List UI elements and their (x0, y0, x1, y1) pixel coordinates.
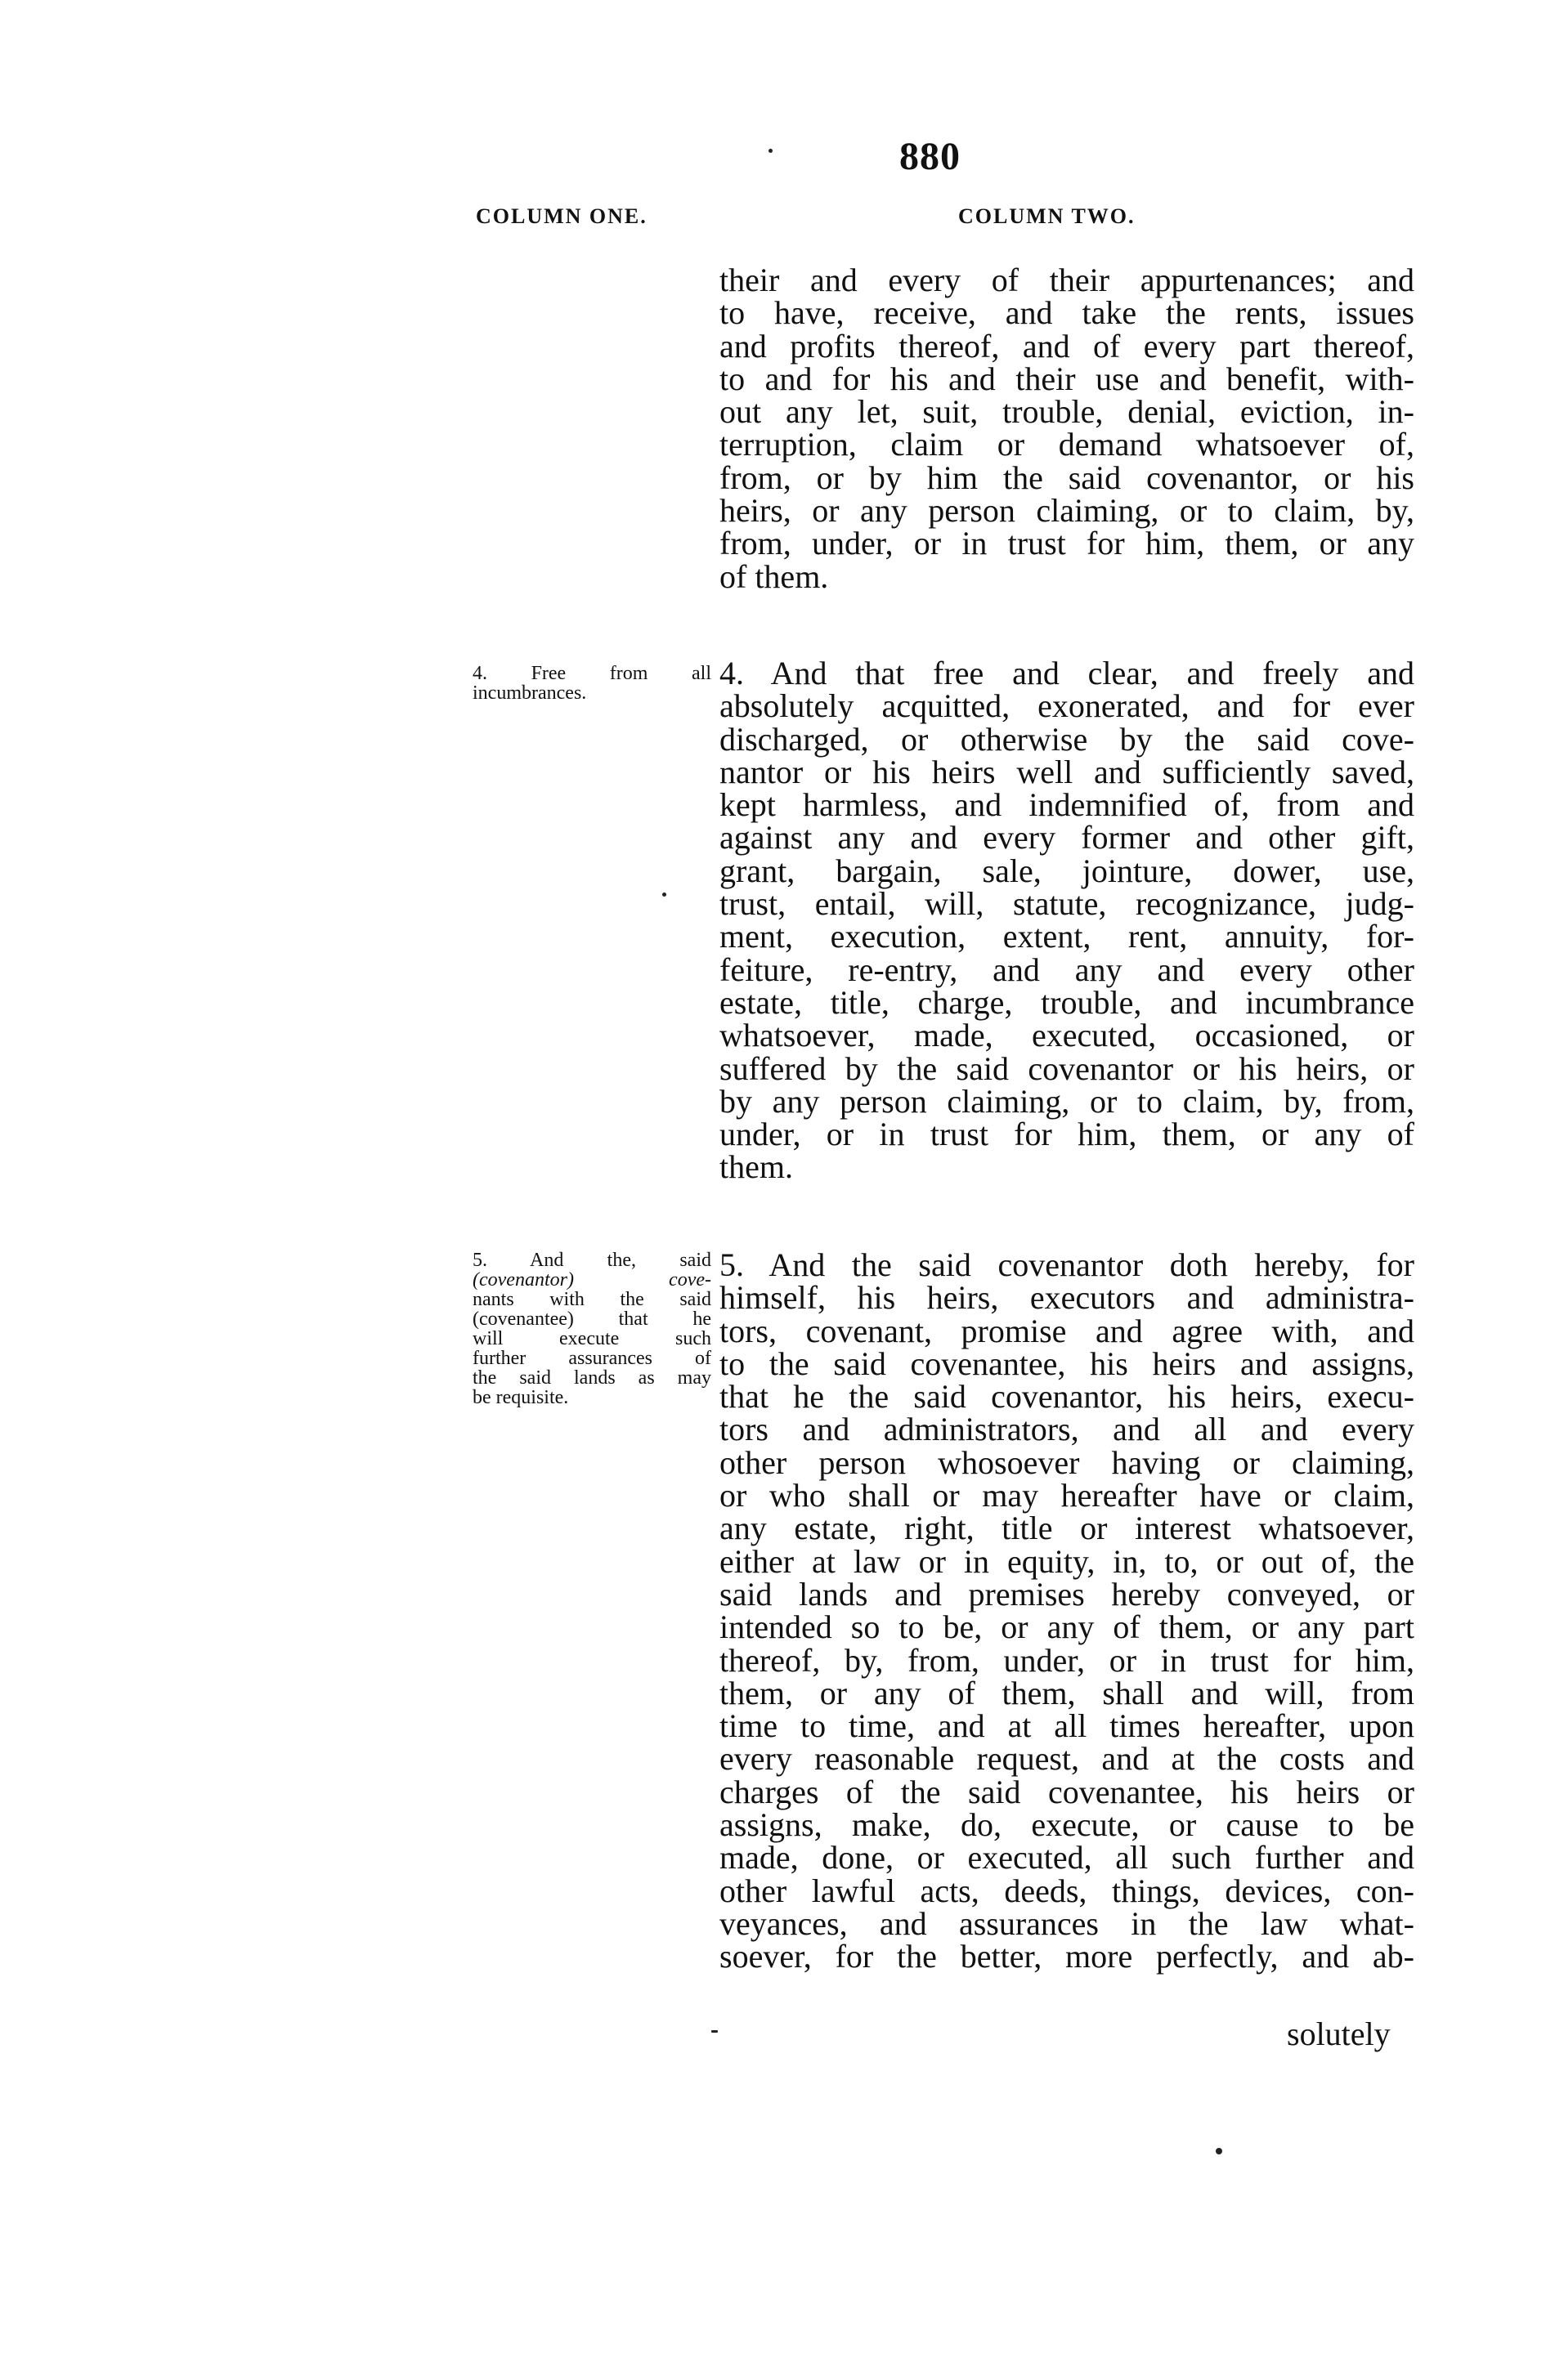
note-line: 5. And the, said (473, 1250, 711, 1271)
paragraph-continuation (719, 264, 1414, 593)
paragraph-4 (719, 657, 1414, 1184)
text-line: from, under, or in trust for him, them, or any (719, 525, 1414, 562)
text-line: 4. And that free and clear, and freely and (719, 655, 1414, 691)
text-line: either at law or in equity, in, to, or out of, the (719, 1542, 1414, 1580)
note-line: (covenantee) that he (473, 1309, 711, 1330)
text-line: any estate, right, title or interest whatsoever, (719, 1510, 1414, 1547)
catchword: solutely (1287, 2015, 1391, 2052)
text-line: grant, bargain, sale, jointure, dower, use, (719, 852, 1414, 889)
text-line: heirs, or any person claiming, or to claim, by, (719, 492, 1414, 530)
text-line: himself, his heirs, executors and administra- (719, 1279, 1414, 1317)
text-line: intended so to be, or any of them, or any part (719, 1608, 1414, 1646)
text-line: whatsoever, made, executed, occasioned, or (719, 1017, 1414, 1054)
text-line: feiture, re-entry, and any and every other (719, 951, 1414, 988)
text-line: discharged, or otherwise by the said cove- (719, 720, 1414, 758)
note-line: will execute such (473, 1328, 711, 1349)
note-line: further assurances of (473, 1348, 711, 1369)
text-line: time to time, and at all times hereafter, upon (719, 1707, 1414, 1745)
text-line: veyances, and assurances in the law what- (719, 1904, 1414, 1942)
text-line: to the said covenantee, his heirs and assigns, (719, 1344, 1414, 1382)
ink-speck (711, 2030, 718, 2033)
text-line: to and for his and their use and benefit, with- (719, 360, 1414, 397)
text-line: under, or in trust for him, them, or any of (719, 1116, 1414, 1153)
ink-speck (662, 892, 666, 897)
text-line: other person whosoever having or claiming, (719, 1443, 1414, 1481)
text-line: out any let, suit, trouble, denial, eviction, in- (719, 393, 1414, 431)
column-two-heading: COLUMN TWO. (958, 204, 1136, 228)
text-line: to have, receive, and take the rents, issues (719, 294, 1414, 332)
note-line: the said lands as may (473, 1367, 711, 1389)
text-line: tors and administrators, and all and every (719, 1411, 1414, 1448)
text-line: assigns, make, do, execute, or cause to be (719, 1806, 1414, 1844)
text-line: charges of the said covenantee, his heirs or (719, 1773, 1414, 1810)
note-line: 4. Free from all (473, 663, 711, 684)
ink-speck (1216, 2148, 1222, 2154)
column-one-heading: COLUMN ONE. (476, 204, 648, 228)
text-line: against any and every former and other gift, (719, 819, 1414, 857)
text-line: absolutely acquitted, exonerated, and for ever (719, 687, 1414, 725)
text-line: from, or by him the said covenantor, or his (719, 459, 1414, 496)
text-line: estate, title, charge, trouble, and incumbrance (719, 983, 1414, 1021)
text-line: soever, for the better, more perfectly, and ab- (719, 1938, 1414, 1975)
text-line: them. (719, 1148, 793, 1186)
text-line: ment, execution, extent, rent, annuity, for- (719, 918, 1414, 955)
text-line: 5. And the said covenantor doth hereby, for (719, 1246, 1414, 1283)
note-line: nants with the said (473, 1289, 711, 1310)
text-line: of them. (719, 557, 829, 595)
text-line: by any person claiming, or to claim, by, from, (719, 1082, 1414, 1120)
text-line: made, done, or executed, all such further and (719, 1839, 1414, 1877)
margin-note-further-assurances (473, 1250, 711, 1407)
text-line: their and every of their appurtenances; and (719, 262, 1414, 298)
text-line: tors, covenant, promise and agree with, and (719, 1312, 1414, 1349)
text-line: other lawful acts, deeds, things, devices, con- (719, 1872, 1414, 1909)
note-line: be requisite. (473, 1387, 569, 1408)
text-line: kept harmless, and indemnified of, from and (719, 786, 1414, 824)
ink-speck (769, 149, 773, 153)
text-line: suffered by the said covenantor or his heirs, or (719, 1049, 1414, 1087)
note-line: (covenantor) cove- (473, 1269, 711, 1291)
text-line: or who shall or may hereafter have or claim, (719, 1477, 1414, 1514)
text-line: terruption, claim or demand whatsoever of, (719, 426, 1414, 463)
text-line: said lands and premises hereby conveyed, or (719, 1575, 1414, 1613)
text-line: that he the said covenantor, his heirs, execu- (719, 1378, 1414, 1416)
margin-note-free-from-incumbrances (473, 664, 711, 703)
text-line: thereof, by, from, under, or in trust for him, (719, 1641, 1414, 1679)
note-line: incumbrances. (473, 682, 587, 704)
text-line: nantor or his heirs well and sufficiently saved, (719, 753, 1414, 790)
text-line: and profits thereof, and of every part thereof, (719, 327, 1414, 365)
page-number: 880 (899, 135, 961, 178)
text-line: every reasonable request, and at the costs and (719, 1740, 1414, 1778)
text-line: them, or any of them, shall and will, from (719, 1674, 1414, 1711)
text-line: trust, entail, will, statute, recognizance, judg- (719, 885, 1414, 923)
paragraph-5 (719, 1246, 1414, 1975)
